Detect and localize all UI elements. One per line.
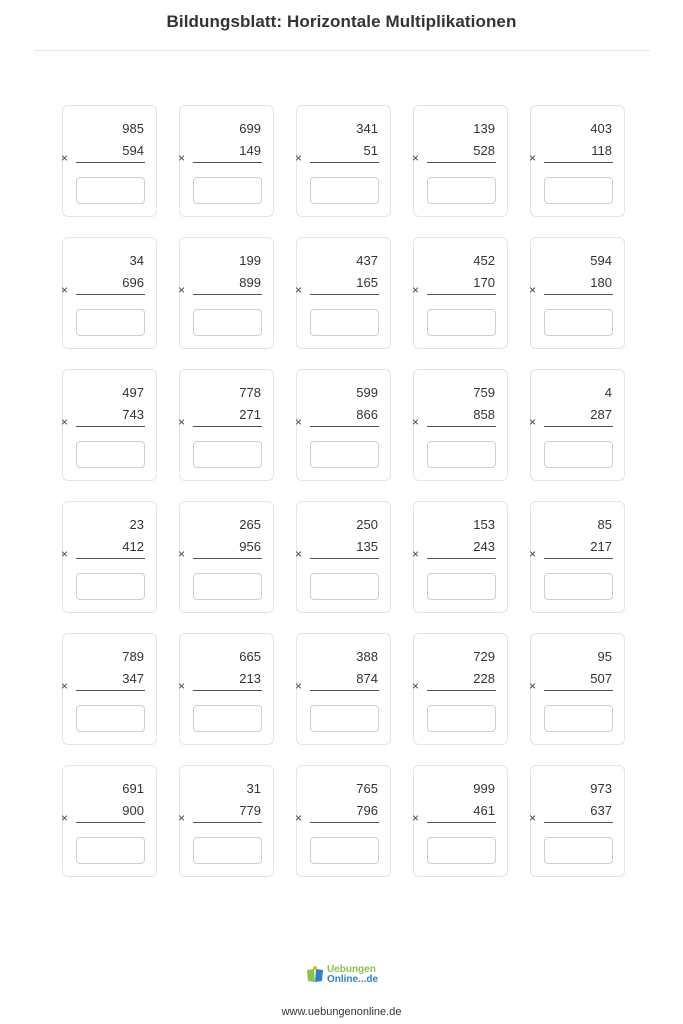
times-symbol: ×	[529, 415, 537, 429]
problem-card	[413, 765, 508, 877]
problem-card	[179, 765, 274, 877]
multiplicand: 153	[473, 517, 495, 532]
times-symbol: ×	[412, 811, 420, 825]
answer-box[interactable]	[310, 309, 379, 336]
multiplier: 743	[122, 407, 144, 422]
answer-box[interactable]	[310, 573, 379, 600]
answer-box[interactable]	[76, 573, 145, 600]
problem-card	[179, 105, 274, 217]
problem-card	[179, 237, 274, 349]
multiplicand: 765	[356, 781, 378, 796]
multiplicand: 403	[590, 121, 612, 136]
problem-card	[179, 501, 274, 613]
multiplier: 779	[239, 803, 261, 818]
times-symbol: ×	[295, 811, 303, 825]
times-symbol: ×	[529, 547, 537, 561]
multiplicand: 250	[356, 517, 378, 532]
times-symbol: ×	[529, 151, 537, 165]
multiplier: 507	[590, 671, 612, 686]
open-book-icon	[305, 965, 325, 985]
multiplier: 528	[473, 143, 495, 158]
multiplier: 866	[356, 407, 378, 422]
sum-line	[427, 558, 496, 559]
answer-box[interactable]	[427, 309, 496, 336]
answer-box[interactable]	[544, 573, 613, 600]
worksheet-title: Bildungsblatt: Horizontale Multiplikationen	[166, 12, 517, 31]
answer-box[interactable]	[544, 705, 613, 732]
multiplier: 796	[356, 803, 378, 818]
sum-line	[76, 822, 145, 823]
multiplier: 899	[239, 275, 261, 290]
sum-line	[76, 558, 145, 559]
answer-box[interactable]	[427, 573, 496, 600]
problem-card	[413, 633, 508, 745]
times-symbol: ×	[178, 679, 186, 693]
site-logo	[0, 965, 683, 985]
sum-line	[76, 294, 145, 295]
problem-card	[62, 633, 157, 745]
answer-box[interactable]	[427, 705, 496, 732]
multiplier: 347	[122, 671, 144, 686]
sum-line	[427, 162, 496, 163]
multiplicand: 85	[597, 517, 612, 532]
times-symbol: ×	[295, 151, 303, 165]
answer-box[interactable]	[544, 837, 613, 864]
multiplier: 51	[363, 143, 378, 158]
times-symbol: ×	[412, 151, 420, 165]
sum-line	[310, 162, 379, 163]
multiplier: 180	[590, 275, 612, 290]
times-symbol: ×	[412, 283, 420, 297]
answer-box[interactable]	[76, 705, 145, 732]
problem-card	[179, 633, 274, 745]
multiplicand: 985	[122, 121, 144, 136]
multiplier: 149	[239, 143, 261, 158]
answer-box[interactable]	[193, 309, 262, 336]
multiplicand: 599	[356, 385, 378, 400]
multiplicand: 778	[239, 385, 261, 400]
problem-card	[413, 369, 508, 481]
problem-card	[413, 237, 508, 349]
multiplier: 696	[122, 275, 144, 290]
multiplier: 170	[473, 275, 495, 290]
sum-line	[193, 822, 262, 823]
multiplier: 217	[590, 539, 612, 554]
problem-card	[296, 765, 391, 877]
problem-card	[530, 105, 625, 217]
answer-box[interactable]	[427, 177, 496, 204]
answer-box[interactable]	[544, 441, 613, 468]
sum-line	[193, 294, 262, 295]
times-symbol: ×	[412, 679, 420, 693]
problem-card	[413, 105, 508, 217]
sum-line	[427, 690, 496, 691]
sum-line	[544, 822, 613, 823]
times-symbol: ×	[178, 151, 186, 165]
problem-card	[62, 237, 157, 349]
sum-line	[193, 558, 262, 559]
times-symbol: ×	[61, 283, 69, 297]
sum-line	[310, 822, 379, 823]
problem-card	[530, 237, 625, 349]
times-symbol: ×	[61, 415, 69, 429]
sum-line	[310, 558, 379, 559]
sum-line	[544, 162, 613, 163]
times-symbol: ×	[295, 415, 303, 429]
multiplicand: 4	[604, 385, 612, 400]
multiplicand: 665	[239, 649, 261, 664]
problem-card	[413, 501, 508, 613]
answer-box[interactable]	[193, 573, 262, 600]
problem-card	[530, 633, 625, 745]
sum-line	[544, 558, 613, 559]
multiplier: 243	[473, 539, 495, 554]
times-symbol: ×	[61, 547, 69, 561]
sum-line	[544, 294, 613, 295]
multiplicand: 973	[590, 781, 612, 796]
answer-box[interactable]	[310, 177, 379, 204]
times-symbol: ×	[61, 151, 69, 165]
times-symbol: ×	[178, 283, 186, 297]
multiplier: 228	[473, 671, 495, 686]
problem-card	[296, 369, 391, 481]
multiplicand: 23	[129, 517, 144, 532]
answer-box[interactable]	[427, 441, 496, 468]
title-divider	[34, 50, 650, 51]
multiplicand: 341	[356, 121, 378, 136]
times-symbol: ×	[529, 283, 537, 297]
sum-line	[193, 426, 262, 427]
sum-line	[76, 426, 145, 427]
problem-card	[530, 369, 625, 481]
times-symbol: ×	[529, 679, 537, 693]
multiplicand: 199	[239, 253, 261, 268]
answer-box[interactable]	[193, 441, 262, 468]
answer-box[interactable]	[310, 705, 379, 732]
sum-line	[544, 690, 613, 691]
multiplicand: 691	[122, 781, 144, 796]
problem-card	[62, 369, 157, 481]
multiplier: 118	[591, 143, 612, 158]
answer-box[interactable]	[193, 177, 262, 204]
problem-card	[62, 765, 157, 877]
problem-card	[296, 501, 391, 613]
sum-line	[427, 426, 496, 427]
multiplier: 874	[356, 671, 378, 686]
answer-box[interactable]	[544, 177, 613, 204]
sum-line	[193, 162, 262, 163]
multiplicand: 729	[473, 649, 495, 664]
multiplier: 956	[239, 539, 261, 554]
problem-card	[296, 633, 391, 745]
problem-card	[296, 237, 391, 349]
multiplicand: 789	[122, 649, 144, 664]
times-symbol: ×	[412, 415, 420, 429]
sum-line	[310, 294, 379, 295]
problem-card	[530, 501, 625, 613]
sum-line	[76, 162, 145, 163]
times-symbol: ×	[178, 415, 186, 429]
multiplier: 858	[473, 407, 495, 422]
times-symbol: ×	[178, 547, 186, 561]
answer-box[interactable]	[310, 441, 379, 468]
multiplier: 165	[356, 275, 378, 290]
multiplicand: 95	[597, 649, 612, 664]
multiplier: 412	[122, 539, 144, 554]
multiplicand: 31	[246, 781, 261, 796]
multiplicand: 497	[122, 385, 144, 400]
multiplier: 637	[590, 803, 612, 818]
multiplier: 594	[122, 143, 144, 158]
multiplicand: 452	[473, 253, 495, 268]
multiplicand: 34	[129, 253, 144, 268]
times-symbol: ×	[295, 679, 303, 693]
footer-url: www.uebungenonline.de	[281, 1006, 402, 1018]
answer-box[interactable]	[76, 177, 145, 204]
multiplicand: 699	[239, 121, 261, 136]
multiplicand: 437	[356, 253, 378, 268]
sum-line	[544, 426, 613, 427]
times-symbol: ×	[61, 811, 69, 825]
multiplicand: 759	[473, 385, 495, 400]
answer-box[interactable]	[76, 441, 145, 468]
multiplier: 287	[590, 407, 612, 422]
answer-box[interactable]	[193, 705, 262, 732]
problem-card	[62, 501, 157, 613]
multiplicand: 139	[473, 121, 495, 136]
multiplier: 213	[239, 671, 261, 686]
sum-line	[427, 294, 496, 295]
multiplier: 461	[473, 803, 495, 818]
multiplicand: 594	[590, 253, 612, 268]
times-symbol: ×	[295, 283, 303, 297]
multiplier: 135	[356, 539, 378, 554]
multiplicand: 999	[473, 781, 495, 796]
answer-box[interactable]	[193, 837, 262, 864]
answer-box[interactable]	[76, 837, 145, 864]
multiplier: 900	[122, 803, 144, 818]
logo-text-line1: Uebungen	[326, 964, 376, 975]
answer-box[interactable]	[544, 309, 613, 336]
multiplier: 271	[239, 407, 261, 422]
answer-box[interactable]	[310, 837, 379, 864]
sum-line	[310, 690, 379, 691]
times-symbol: ×	[178, 811, 186, 825]
multiplicand: 265	[239, 517, 261, 532]
times-symbol: ×	[295, 547, 303, 561]
sum-line	[310, 426, 379, 427]
problem-grid	[62, 105, 626, 877]
times-symbol: ×	[412, 547, 420, 561]
problem-card	[62, 105, 157, 217]
sum-line	[76, 690, 145, 691]
times-symbol: ×	[61, 679, 69, 693]
problem-card	[296, 105, 391, 217]
problem-card	[530, 765, 625, 877]
times-symbol: ×	[529, 811, 537, 825]
answer-box[interactable]	[427, 837, 496, 864]
logo-text-line2: Online...de	[326, 974, 379, 985]
multiplicand: 388	[356, 649, 378, 664]
answer-box[interactable]	[76, 309, 145, 336]
sum-line	[427, 822, 496, 823]
sum-line	[193, 690, 262, 691]
problem-card	[179, 369, 274, 481]
